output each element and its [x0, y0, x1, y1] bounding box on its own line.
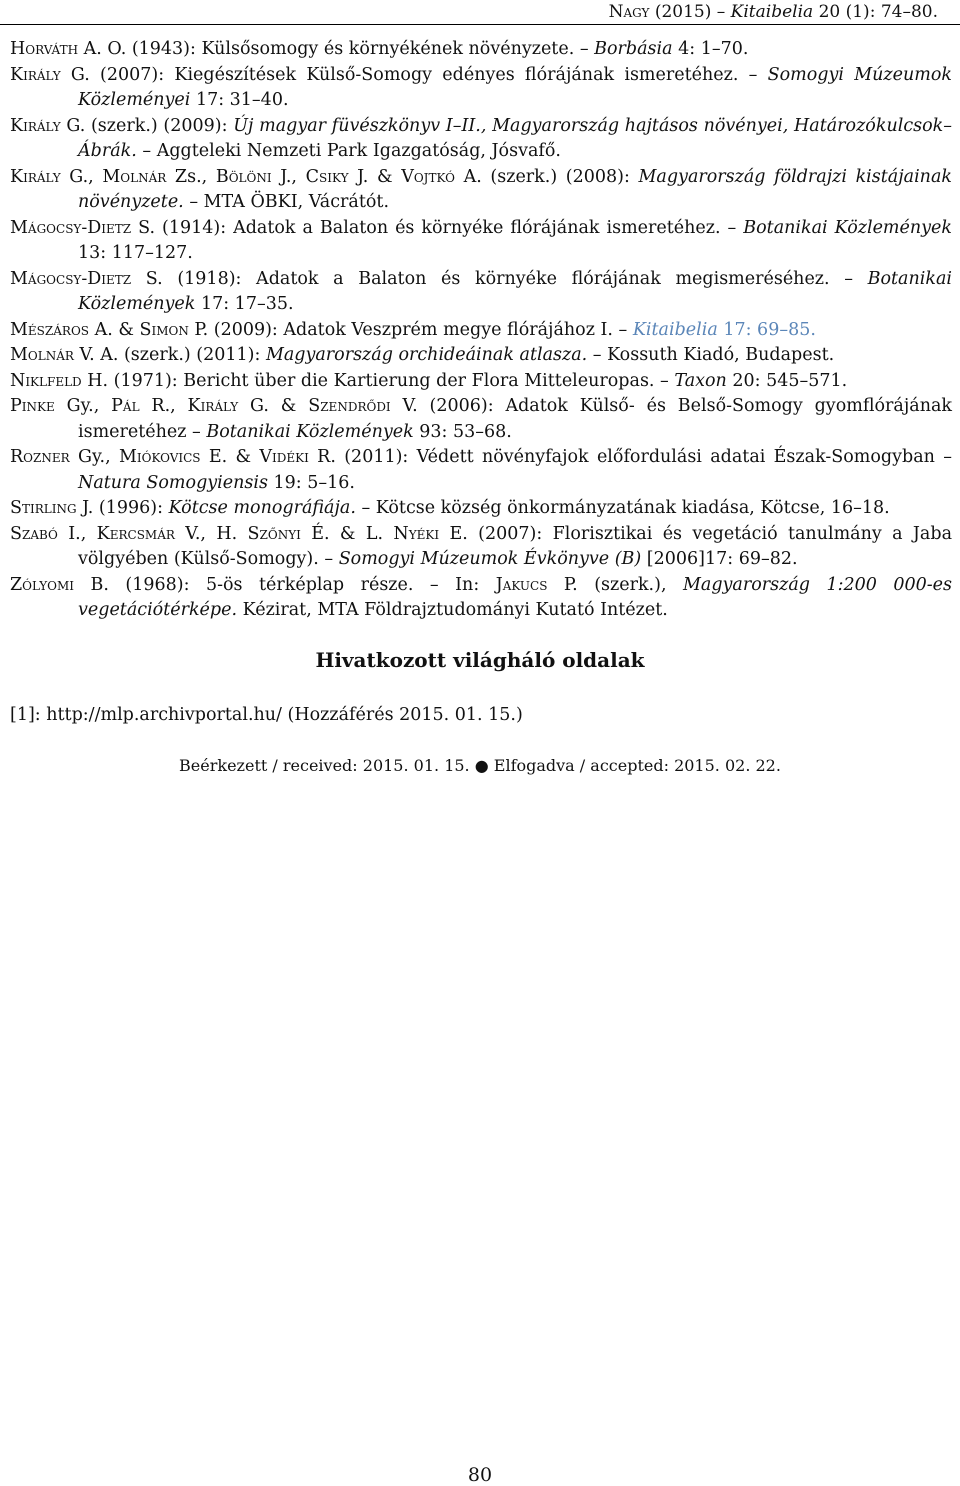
reference-segment: Stirling — [10, 498, 77, 518]
reference-segment: – Kossuth Kiadó, Budapest. — [587, 345, 835, 365]
received-accepted-line: Beérkezett / received: 2015. 01. 15. ● Elfogadva / accepted: 2015. 02. 22. — [179, 756, 781, 775]
page-number: 80 — [467, 1464, 493, 1486]
running-head-volume: 20 (1): 74–80. — [813, 2, 938, 22]
reference-segment: Vojtkó — [401, 166, 455, 187]
reference-segment: Nyéki — [393, 523, 440, 544]
reference-segment: Bölöni — [215, 166, 272, 187]
reference-entry — [10, 445, 952, 496]
web-sources-title: Hivatkozott világháló oldalak — [315, 648, 645, 672]
reference-segment: Rozner — [10, 447, 70, 467]
reference-segment: Kercsmár — [96, 523, 175, 544]
reference-segment: 13: 117–127. — [78, 243, 193, 263]
running-head-year: (2015) – — [649, 2, 731, 22]
reference-segment: 17: 31–40. — [190, 90, 289, 110]
reference-segment: Csiky — [305, 166, 349, 187]
reference-segment: Magyarország földrajzi kistájainak növényzete. — [78, 166, 952, 212]
reference-segment: Gy., — [69, 447, 119, 467]
reference-segment: Somogyi Múzeumok Közleményei — [78, 64, 952, 110]
header-rule — [0, 24, 960, 25]
reference-segment: Király — [187, 396, 239, 416]
reference-segment: Zs., — [166, 166, 216, 187]
reference-list — [10, 37, 952, 624]
reference-entry — [10, 573, 952, 624]
reference-entry — [10, 114, 952, 165]
reference-entry — [10, 394, 952, 445]
reference-segment: Natura Somogyiensis — [78, 472, 268, 493]
reference-segment: [2006]17: 69–82. — [641, 549, 798, 569]
reference-segment: Szendrődi — [308, 396, 391, 416]
reference-segment: Botanikai Közlemények — [743, 217, 952, 238]
reference-segment: P. (2009): Adatok Veszprém megye flórájához I. – — [188, 319, 633, 340]
reference-segment: Magyarország orchideáinak atlasza. — [265, 345, 588, 365]
reference-entry — [10, 369, 952, 395]
running-head — [609, 1, 938, 23]
reference-segment: Király — [10, 166, 61, 187]
reference-segment: J. & — [348, 166, 402, 187]
reference-segment: Taxon — [674, 370, 727, 391]
reference-segment: Mészáros — [10, 319, 89, 340]
reference-segment: Magyarország 1:200 000-es vegetációtérképe. — [78, 574, 952, 620]
reference-segment: G., — [60, 166, 103, 187]
reference-segment: Jakucs — [495, 574, 548, 595]
reference-segment: S. (1914): Adatok a Balaton és környéke flórájának ismeretéhez. – — [131, 217, 744, 238]
reference-segment: E. & — [200, 447, 260, 467]
reference-segment: Niklfeld — [10, 370, 82, 391]
reference-segment: E. (2007): Florisztikai és vegetáció tanulmány a Jaba völgyében (Külső-Somogy). – — [78, 523, 952, 569]
reference-segment: A. O. (1943): Külsősomogy és környékének növényzete. – — [78, 39, 595, 59]
reference-segment: 17: 69–85. — [717, 319, 816, 340]
reference-segment: Botanikai Közlemények — [78, 268, 952, 314]
reference-segment: R., — [139, 396, 188, 416]
running-head-author: Nagy — [608, 2, 650, 22]
reference-segment: 4: 1–70. — [672, 39, 749, 59]
reference-entry — [10, 37, 952, 63]
reference-segment: Szabó — [10, 523, 58, 544]
reference-segment: R. (2011): Védett növényfajok előfordulási adatai Észak-Somogyban – — [308, 447, 952, 467]
reference-segment: 93: 53–68. — [413, 421, 512, 442]
reference-segment: Kézirat, MTA Földrajztudományi Kutató Intézet. — [237, 600, 668, 620]
reference-segment: É. & L. — [300, 523, 394, 544]
reference-segment: Új magyar füvészkönyv I–II., Magyarország hajtásos növényei, Határozókulcsok–Ábrák. — [78, 115, 952, 161]
reference-segment: A. (szerk.) (2008): — [454, 166, 639, 187]
reference-entry — [10, 165, 952, 216]
reference-segment: Horváth — [10, 39, 79, 59]
reference-segment: Pinke — [10, 396, 55, 416]
reference-segment: Botanikai Közlemények — [206, 421, 414, 442]
reference-segment: Mágocsy-Dietz — [10, 217, 132, 238]
reference-entry — [10, 318, 952, 344]
reference-segment: V. A. (szerk.) (2011): — [73, 345, 266, 365]
reference-segment: H. (1971): Bericht über die Kartierung der Flora Mitteleuropas. – — [81, 370, 675, 391]
reference-segment: 17: 17–35. — [195, 294, 294, 314]
reference-segment: – Kötcse község önkormányzatának kiadása, Kötcse, 16–18. — [355, 498, 890, 518]
reference-segment: Szőnyi — [247, 523, 301, 544]
web-source-item: [1]: http://mlp.archivportal.hu/ (Hozzáférés 2015. 01. 15.) — [10, 705, 523, 725]
reference-segment: Pál — [111, 396, 140, 416]
reference-segment: J. (1996): — [76, 498, 169, 518]
reference-segment: B. (1968): 5-ös térképlap része. – In: — [74, 574, 496, 595]
reference-segment: Simon — [139, 319, 189, 340]
reference-segment: S. (1918): Adatok a Balaton és környéke flórájának megismeréséhez. – — [131, 268, 868, 289]
reference-segment: Király — [10, 64, 61, 85]
reference-segment: J., — [271, 166, 306, 187]
reference-segment: Somogyi Múzeumok Évkönyve (B) — [338, 549, 642, 569]
reference-segment: Kitaibelia — [632, 319, 718, 340]
reference-entry — [10, 216, 952, 267]
reference-segment: 19: 5–16. — [267, 472, 355, 493]
reference-segment: P. (szerk.), — [547, 574, 683, 595]
reference-segment: Kötcse monográfiája. — [168, 498, 356, 518]
reference-segment: Gy., — [54, 396, 112, 416]
reference-segment: A. & — [89, 319, 140, 340]
reference-segment: Borbásia — [594, 39, 673, 59]
reference-segment: I., — [57, 523, 97, 544]
reference-segment: Zólyomi — [10, 574, 74, 595]
reference-entry — [10, 496, 952, 522]
reference-segment: G. (szerk.) (2009): — [60, 115, 234, 136]
reference-segment: 20: 545–571. — [726, 370, 848, 391]
reference-entry — [10, 343, 952, 369]
reference-segment: – MTA ÖBKI, Vácrátót. — [183, 192, 390, 212]
reference-entry — [10, 522, 952, 573]
reference-segment: Király — [10, 115, 61, 136]
reference-segment: – Aggteleki Nemzeti Park Igazgatóság, Jósvafő. — [136, 141, 561, 161]
reference-segment: V., H. — [174, 523, 248, 544]
reference-segment: Molnár — [10, 345, 74, 365]
reference-segment: Mágocsy-Dietz — [10, 268, 132, 289]
reference-segment: G. (2007): Kiegészítések Külső-Somogy edényes flórájának ismeretéhez. – — [60, 64, 768, 85]
reference-segment: V. (2006): Adatok Külső- és Belső-Somogy gyomflórájának ismeretéhez – — [78, 396, 952, 442]
reference-entry — [10, 63, 952, 114]
reference-segment: G. & — [238, 396, 309, 416]
reference-entry — [10, 267, 952, 318]
reference-segment: Molnár — [102, 166, 167, 187]
reference-segment: Vidéki — [259, 447, 309, 467]
running-head-journal: Kitaibelia — [730, 2, 814, 22]
reference-segment: Miókovics — [118, 447, 201, 467]
